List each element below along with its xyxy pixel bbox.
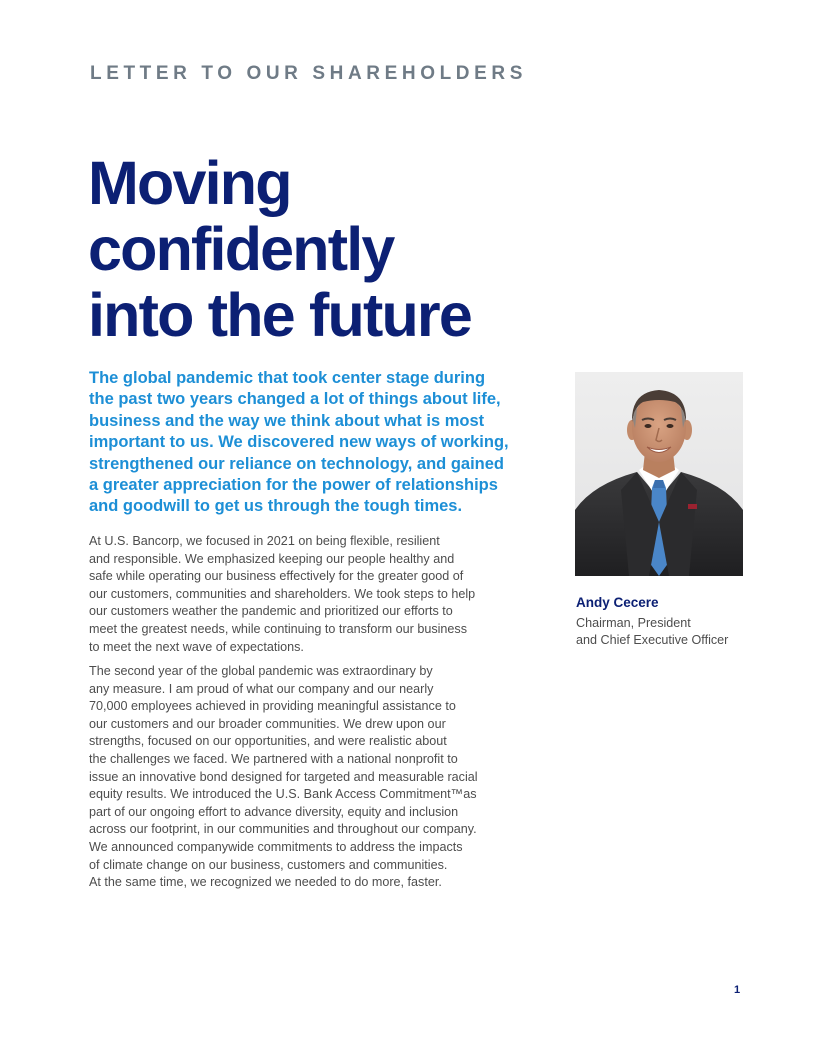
intro-line: strengthened our reliance on technology, and gained	[89, 454, 504, 473]
intro-line: a greater appreciation for the power of relationships	[89, 476, 498, 495]
page-number: 1	[734, 984, 741, 996]
body-line: At U.S. Bancorp, we focused in 2021 on being flexible, resilient	[89, 534, 440, 548]
body-line: the challenges we faced. We partnered with a national nonprofit to	[89, 751, 458, 766]
intro-line: business and the way we think about what is most	[89, 411, 485, 430]
body-line: our customers and our broader communities. We drew upon our	[89, 716, 446, 731]
body-line: part of our ongoing effort to advance diversity, equity and inclusion	[89, 804, 459, 819]
body-line: our customers, communities and shareholders. We took steps to help	[89, 586, 476, 601]
body-line: to meet the next wave of expectations.	[89, 639, 304, 654]
body-line: meet the greatest needs, while continuing to transform our business	[89, 621, 468, 636]
body-line: and responsible. We emphasized keeping our people healthy and	[89, 551, 455, 566]
caption-title-line: and Chief Executive Officer	[576, 633, 729, 647]
body-line: At the same time, we recognized we needed to do more, faster.	[89, 875, 442, 890]
body-line: across our footprint, in our communities and throughout our company.	[89, 822, 477, 837]
intro-line: important to us. We discovered new ways of working,	[89, 433, 509, 452]
body-line: 70,000 employees achieved in providing meaningful assistance to	[89, 699, 456, 714]
body-line: issue an innovative bond designed for targeted and measurable racial	[89, 769, 478, 784]
body-line: safe while operating our business effectively for the greater good of	[89, 569, 464, 584]
body-line: any measure. I am proud of what our company and our nearly	[89, 681, 434, 696]
body-line: of climate change on our business, customers and communities.	[89, 857, 448, 872]
headline-line: Moving	[88, 149, 291, 217]
body-line: equity results. We introduced the U.S. Bank Access Commitment™as	[89, 787, 477, 802]
caption-title-line: Chairman, President	[576, 616, 691, 630]
caption-name: Andy Cecere	[576, 595, 659, 610]
intro-line: The global pandemic that took center stage during	[89, 369, 486, 387]
intro-paragraph	[89, 368, 529, 518]
caption-title	[576, 615, 728, 649]
intro-line: and goodwill to get us through the tough times.	[89, 497, 463, 516]
body-line: our customers weather the pandemic and prioritized our efforts to	[89, 604, 453, 619]
body-paragraph-2	[89, 663, 478, 892]
headline-line: into the future	[88, 281, 471, 349]
section-eyebrow: LETTER TO OUR SHAREHOLDERS	[90, 63, 527, 84]
portrait-illustration	[575, 372, 743, 576]
body-line: We announced companywide commitments to address the impacts	[89, 839, 463, 854]
headline-line: confidently	[88, 215, 394, 283]
body-line: The second year of the global pandemic was extraordinary by	[89, 664, 433, 678]
body-paragraph-1	[89, 533, 475, 656]
page-headline	[88, 150, 471, 348]
portrait-photo	[575, 372, 743, 576]
intro-line: the past two years changed a lot of things about life,	[89, 390, 501, 409]
body-line: strengths, focused on our opportunities, and were realistic about	[89, 734, 447, 749]
